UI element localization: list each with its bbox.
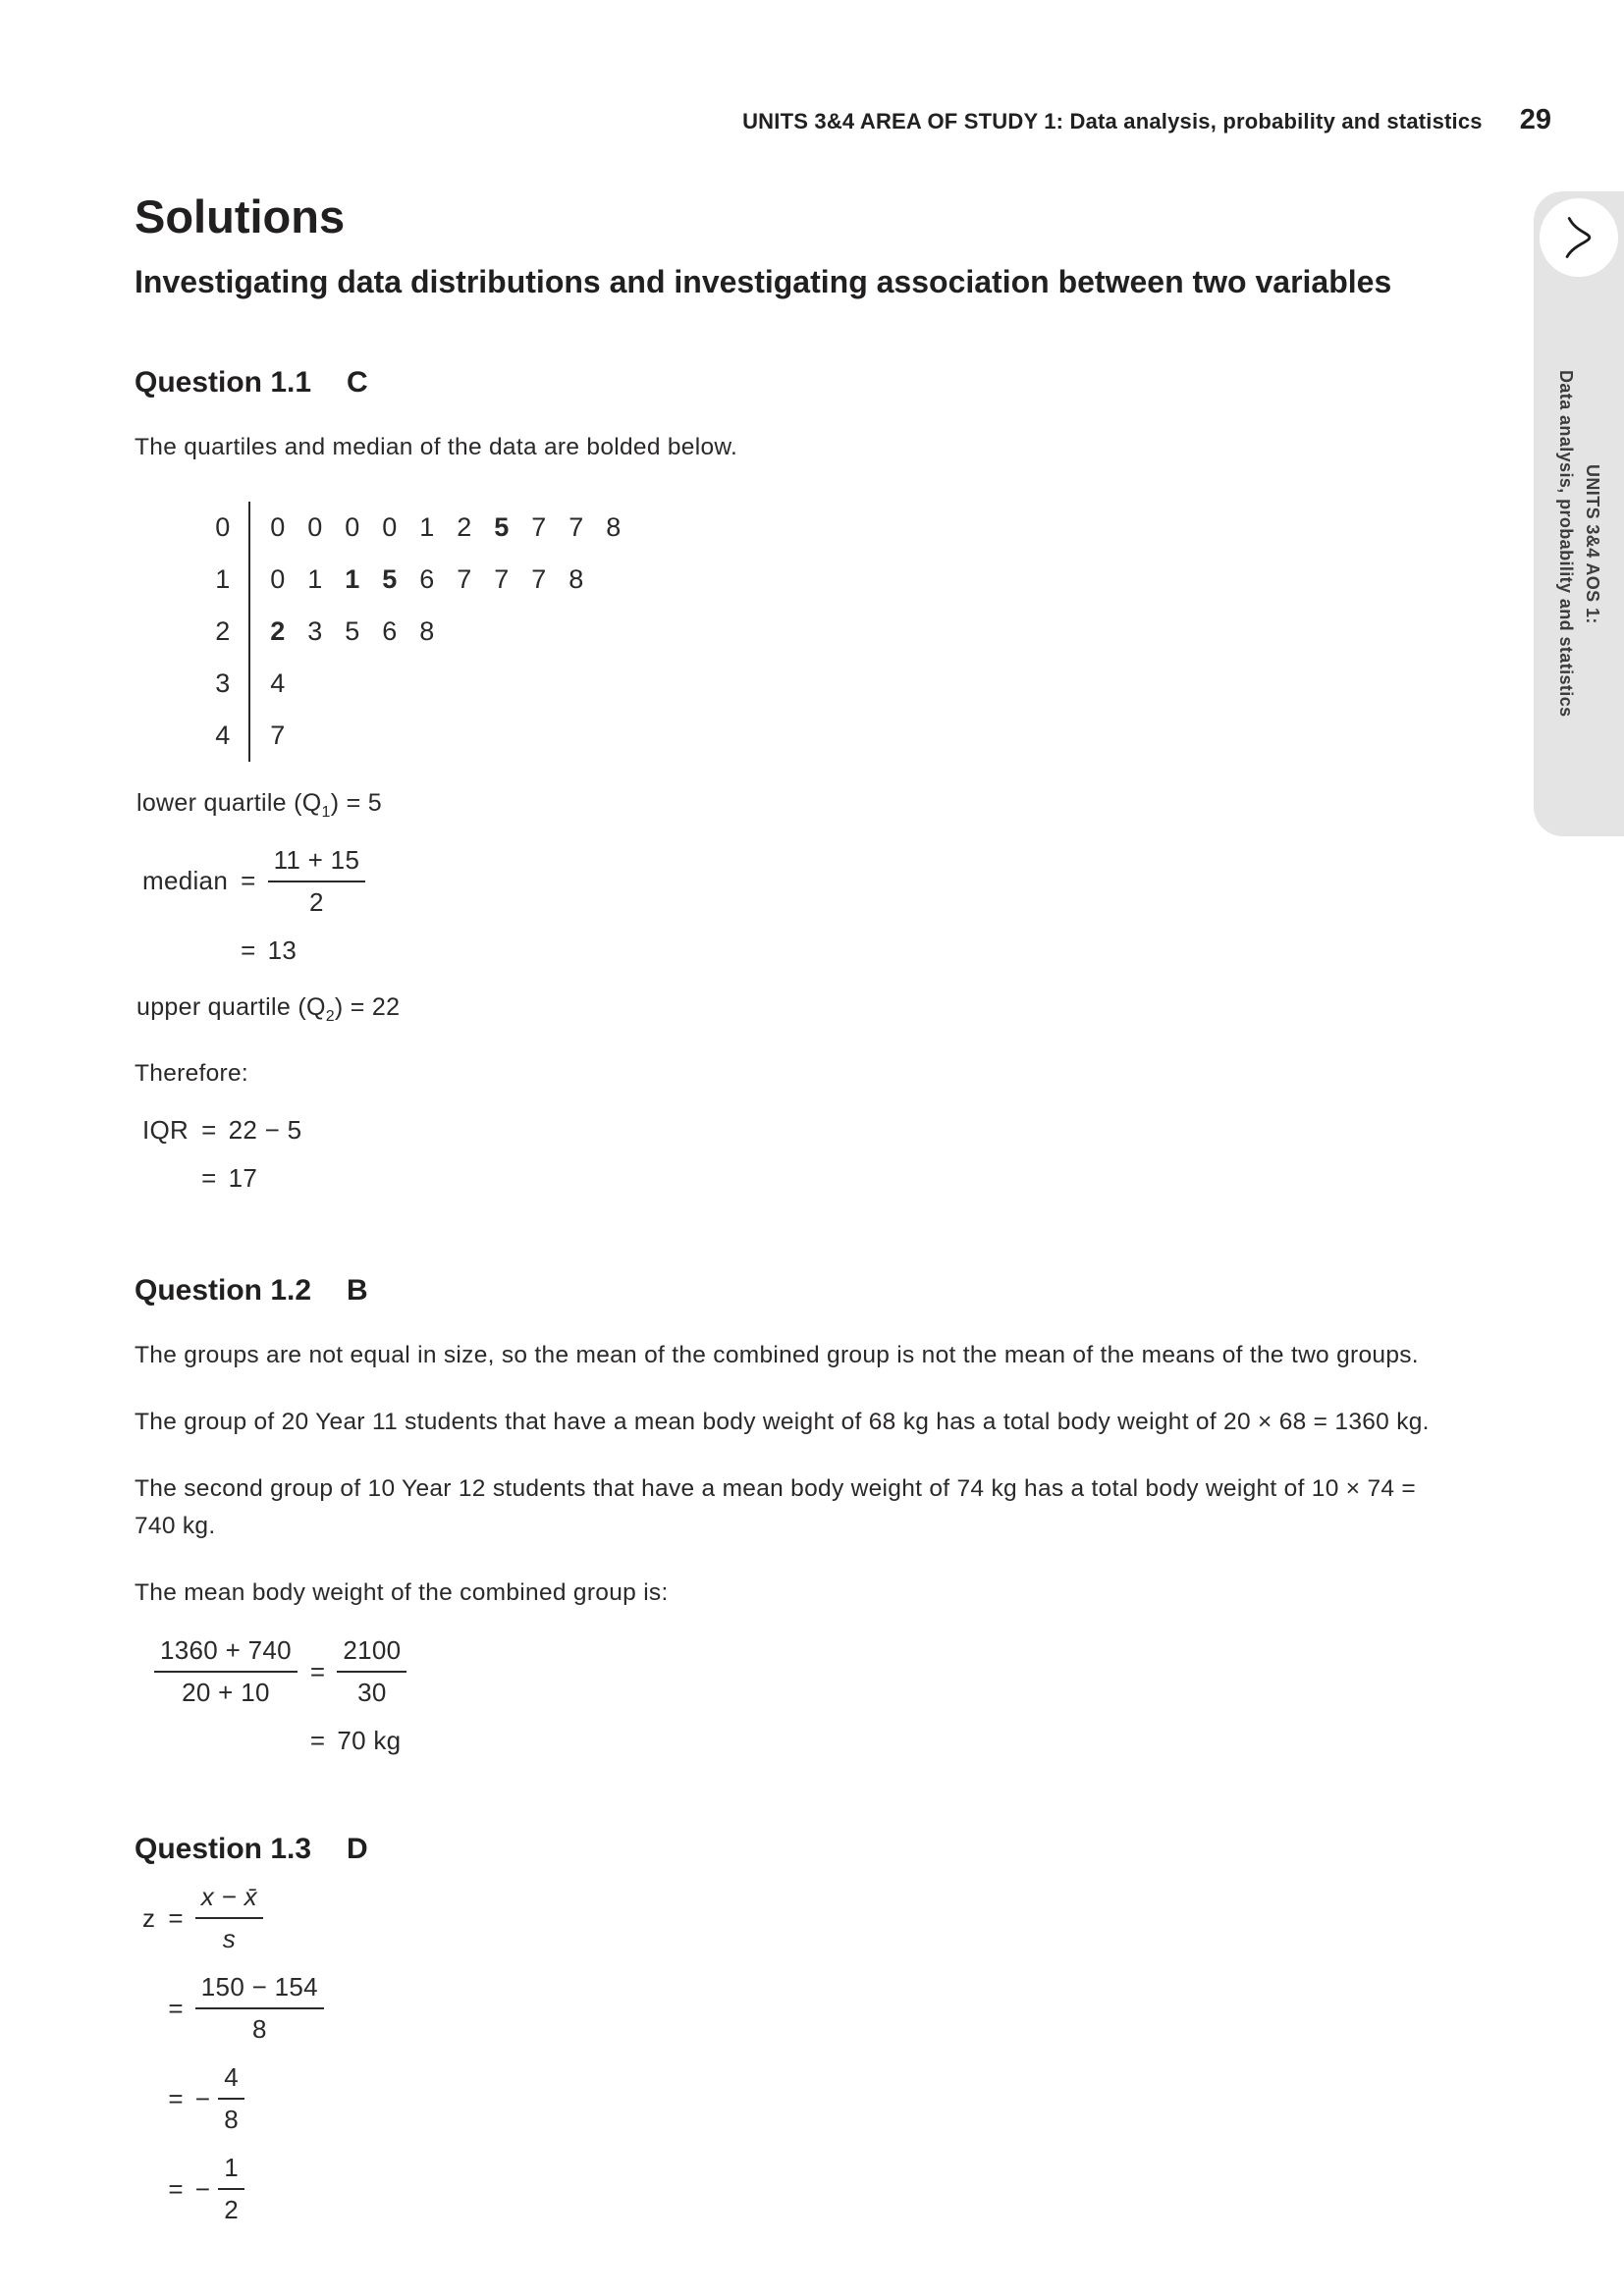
therefore-line: Therefore: <box>135 1059 249 1087</box>
question-1-1-answer: C <box>347 365 368 399</box>
upper-quartile-line <box>136 993 1483 1026</box>
z-fraction <box>195 1882 263 1954</box>
tab-topic-label: Data analysis, probability and statistics <box>1556 370 1576 718</box>
distribution-curve-icon[interactable] <box>1540 198 1618 277</box>
page-subtitle: Investigating data distributions and investigating association between two variables <box>135 264 1392 299</box>
combined-mean-fraction-2 <box>337 1635 406 1708</box>
lower-quartile-pre: lower quartile (Q <box>136 788 322 817</box>
combined-mean-value: 70 kg <box>337 1726 402 1756</box>
question-1-1-intro: The quartiles and median of the data are bolded below. <box>135 433 738 460</box>
fraction-denominator: 8 <box>251 2014 267 2045</box>
question-1-2-answer: B <box>347 1274 368 1308</box>
leaf-values <box>248 606 446 658</box>
leaf-value: 7 <box>494 563 510 594</box>
median-lhs: median <box>142 866 229 896</box>
question-1-2-paragraph-4: The mean body weight of the combined group is: <box>135 1579 669 1607</box>
question-1-2-paragraph-3: The second group of 10 Year 12 students that have a mean body weight of 74 kg has a total body weight of 10 × 74 = 740 kg. <box>135 1475 1417 1540</box>
median-result <box>241 935 365 966</box>
leaf-value: 5 <box>345 615 360 646</box>
tab-units-label: UNITS 3&4 AOS 1: <box>1583 463 1602 624</box>
z-fraction <box>218 2153 244 2225</box>
fraction-numerator: 1360 + 740 <box>154 1635 298 1673</box>
upper-quartile-sub: 2 <box>325 1007 335 1025</box>
question-1-3-answer: D <box>347 1833 368 1866</box>
question-1-3-label: Question 1.3 <box>135 1833 312 1866</box>
question-1-2-paragraph-2: The group of 20 Year 11 students that have a mean body weight of 68 kg has a total body weight of 20 × 68 = 1360 kg. <box>135 1409 1430 1436</box>
fraction-numerator: 150 − 154 <box>195 1972 324 2009</box>
equals-sign: = <box>241 866 256 896</box>
stem-and-leaf-plot <box>197 502 1483 762</box>
leaf-value: 2 <box>270 615 286 646</box>
leaf-value: 1 <box>307 563 323 594</box>
page-header <box>0 0 1624 136</box>
z-step <box>168 2062 324 2135</box>
iqr-working <box>142 1115 301 1194</box>
equals-sign: = <box>309 1726 326 1756</box>
stem-value: 2 <box>215 615 231 646</box>
stem-leaf-row <box>197 502 1483 554</box>
curve-glyph <box>1553 212 1604 263</box>
lower-quartile-post: ) = 5 <box>330 788 382 817</box>
minus-sign: − <box>194 2083 211 2113</box>
stem-value: 1 <box>215 563 231 594</box>
fraction-denominator: 20 + 10 <box>182 1678 270 1708</box>
leaf-value: 7 <box>270 720 286 750</box>
z-lhs: z <box>142 1902 156 1933</box>
leaf-value: 0 <box>382 511 398 542</box>
combined-mean-lhs <box>154 1635 298 1708</box>
leaf-value: 4 <box>270 667 286 698</box>
leaf-value: 5 <box>494 511 510 542</box>
leaf-value: 7 <box>457 563 472 594</box>
combined-mean-fraction-1 <box>154 1635 298 1708</box>
combined-mean-working <box>154 1635 406 1756</box>
leaf-value: 6 <box>419 563 435 594</box>
z-working <box>142 1882 324 2225</box>
minus-sign: − <box>194 2173 211 2204</box>
leaf-value: 0 <box>270 563 286 594</box>
leaf-value: 1 <box>345 563 360 594</box>
iqr-expression: 22 − 5 <box>228 1115 302 1146</box>
equals-sign: = <box>168 2083 184 2113</box>
leaf-value: 0 <box>307 511 323 542</box>
question-1-2-label: Question 1.2 <box>135 1274 312 1308</box>
question-1-1-heading <box>135 366 1483 400</box>
leaf-value: 0 <box>345 511 360 542</box>
stem-leaf-row <box>197 554 1483 606</box>
combined-mean-result <box>310 1726 407 1756</box>
stem-value: 0 <box>215 511 231 542</box>
section-side-tab[interactable] <box>1534 191 1624 836</box>
median-value: 13 <box>267 934 298 965</box>
leaf-value: 0 <box>270 511 286 542</box>
equals-sign: = <box>201 1115 217 1146</box>
lower-quartile-line <box>136 789 1483 822</box>
question-1-3-heading <box>135 1833 1483 1866</box>
upper-quartile-post: ) = 22 <box>334 992 401 1021</box>
fraction-denominator: 8 <box>224 2105 240 2135</box>
question-1-2-paragraph-1: The groups are not equal in size, so the mean of the combined group is not the mean of the means of the two groups. <box>135 1342 1419 1369</box>
leaf-value: 8 <box>606 511 622 542</box>
leaf-value: 3 <box>307 615 323 646</box>
fraction-numerator: 11 + 15 <box>268 845 366 882</box>
fraction-numerator: 1 <box>218 2153 244 2190</box>
leaf-value: 7 <box>568 511 584 542</box>
stem-value: 3 <box>215 667 231 698</box>
fraction-denominator: 2 <box>309 886 324 917</box>
equals-sign: = <box>168 1993 184 2023</box>
equals-sign: = <box>241 934 256 965</box>
upper-quartile-pre: upper quartile (Q <box>136 992 326 1021</box>
stem-leaf-row <box>197 606 1483 658</box>
fraction-denominator: 2 <box>224 2195 240 2225</box>
fraction-denominator: 30 <box>357 1678 387 1708</box>
leaf-values <box>248 554 595 606</box>
equals-sign: = <box>168 1902 184 1933</box>
question-1-2-heading <box>135 1274 1483 1308</box>
leaf-value: 5 <box>382 563 398 594</box>
median-rhs <box>241 845 365 918</box>
equals-sign: = <box>201 1163 217 1194</box>
z-step <box>168 2153 324 2225</box>
leaf-value: 8 <box>419 615 435 646</box>
z-fraction <box>218 2062 244 2135</box>
combined-mean-rhs <box>310 1635 407 1708</box>
stem-value: 4 <box>215 720 231 750</box>
question-1-1-label: Question 1.1 <box>135 365 312 399</box>
fraction-numerator: 4 <box>218 2062 244 2100</box>
leaf-values <box>248 502 632 554</box>
fraction-numerator: 2100 <box>337 1635 406 1673</box>
leaf-value: 7 <box>531 511 547 542</box>
fraction-denominator: s <box>222 1924 237 1954</box>
lower-quartile-sub: 1 <box>321 803 331 821</box>
stem-leaf-row <box>197 710 1483 762</box>
iqr-result <box>201 1163 301 1194</box>
leaf-value: 7 <box>531 563 547 594</box>
z-fraction <box>195 1972 324 2045</box>
page-title: Solutions <box>135 190 346 242</box>
iqr-line1 <box>201 1115 301 1146</box>
iqr-lhs: IQR <box>142 1115 189 1146</box>
leaf-value: 8 <box>568 563 584 594</box>
z-step <box>168 1882 324 1954</box>
iqr-value: 17 <box>228 1163 258 1194</box>
median-fraction <box>268 845 366 918</box>
stem-leaf-row <box>197 658 1483 710</box>
header-title: UNITS 3&4 AREA OF STUDY 1: Data analysis, probability and statistics <box>742 109 1483 133</box>
content-column <box>0 189 1624 2265</box>
equals-sign: = <box>309 1656 326 1686</box>
tab-text-wrap <box>1552 277 1605 836</box>
page-number: 29 <box>1519 104 1551 135</box>
leaf-values <box>248 710 297 762</box>
leaf-values <box>248 658 297 710</box>
leaf-value: 6 <box>382 615 398 646</box>
z-step <box>168 1972 324 2045</box>
tab-vertical-text <box>1552 370 1605 718</box>
leaf-value: 2 <box>457 511 472 542</box>
median-working <box>142 845 365 966</box>
leaf-value: 1 <box>419 511 435 542</box>
fraction-numerator: x − x̄ <box>195 1882 263 1919</box>
equals-sign: = <box>168 2173 184 2204</box>
